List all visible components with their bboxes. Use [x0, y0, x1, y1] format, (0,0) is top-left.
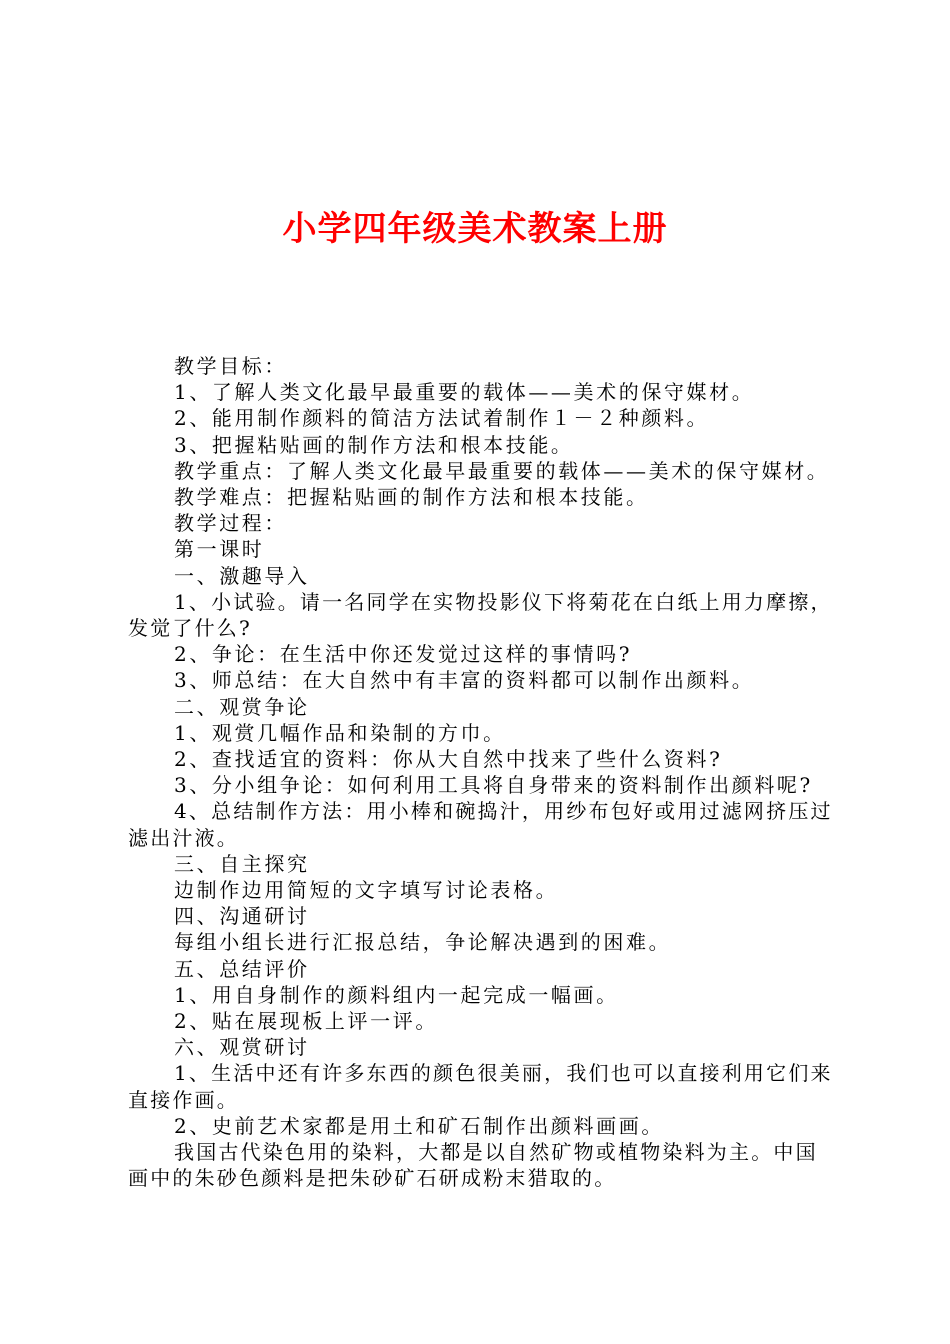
paragraph: 二、观赏争论: [174, 694, 310, 719]
paragraph: 教学重点：了解人类文化最早最重要的载体——美术的保守媒材。: [174, 458, 830, 483]
paragraph: 第一课时: [174, 537, 265, 562]
paragraph: 2、争论：在生活中你还发觉过这样的事情吗?: [174, 642, 633, 667]
paragraph: 教学难点：把握粘贴画的制作方法和根本技能。: [174, 485, 649, 510]
paragraph: 1、观赏几幅作品和染制的方巾。: [174, 720, 506, 745]
paragraph: 教学过程：: [174, 511, 287, 536]
paragraph: 三、自主探究: [174, 851, 310, 876]
paragraph: 六、观赏研讨: [174, 1035, 310, 1060]
paragraph: 1、用自身制作的颜料组内一起完成一幅画。: [174, 982, 619, 1007]
paragraph: 3、分小组争论：如何利用工具将自身带来的资料制作出颜料呢?: [174, 773, 813, 798]
paragraph: 2、史前艺术家都是用土和矿石制作出颜料画画。: [174, 1113, 664, 1138]
paragraph: 1、了解人类文化最早最重要的载体——美术的保守媒材。: [174, 380, 755, 405]
paragraph: 边制作边用简短的文字填写讨论表格。: [174, 878, 559, 903]
paragraph: 教学目标：: [174, 354, 287, 378]
document-title: 小学四年级美术教案上册: [282, 209, 668, 249]
document-body: [128, 353, 838, 1192]
paragraph: 四、沟通研讨: [174, 904, 310, 929]
paragraph: 2、贴在展现板上评一评。: [174, 1009, 438, 1034]
paragraph: 我国古代染色用的染料，大都是以自然矿物或植物染料为主。中国画中的朱砂色颜料是把朱砂矿石研成粉末猎取的。: [128, 1140, 818, 1191]
paragraph: 五、总结评价: [174, 956, 310, 981]
paragraph: 3、把握粘贴画的制作方法和根本技能。: [174, 432, 574, 457]
paragraph: 3、师总结：在大自然中有丰富的资料都可以制作出颜料。: [174, 668, 755, 693]
paragraph: 2、能用制作颜料的简洁方法试着制作１－２种颜料。: [174, 406, 710, 431]
paragraph: 1、生活中还有许多东西的颜色很美丽，我们也可以直接利用它们来直接作画。: [128, 1061, 833, 1112]
paragraph: 每组小组长进行汇报总结，争论解决遇到的困难。: [174, 930, 672, 955]
paragraph: 一、激趣导入: [174, 563, 310, 588]
paragraph: 4、总结制作方法：用小棒和碗捣汁，用纱布包好或用过滤网挤压过滤出汁液。: [128, 799, 833, 850]
paragraph: 1、小试验。请一名同学在实物投影仪下将菊花在白纸上用力摩擦，发觉了什么?: [128, 589, 833, 641]
paragraph: 2、查找适宜的资料：你从大自然中找来了些什么资料?: [174, 747, 723, 772]
